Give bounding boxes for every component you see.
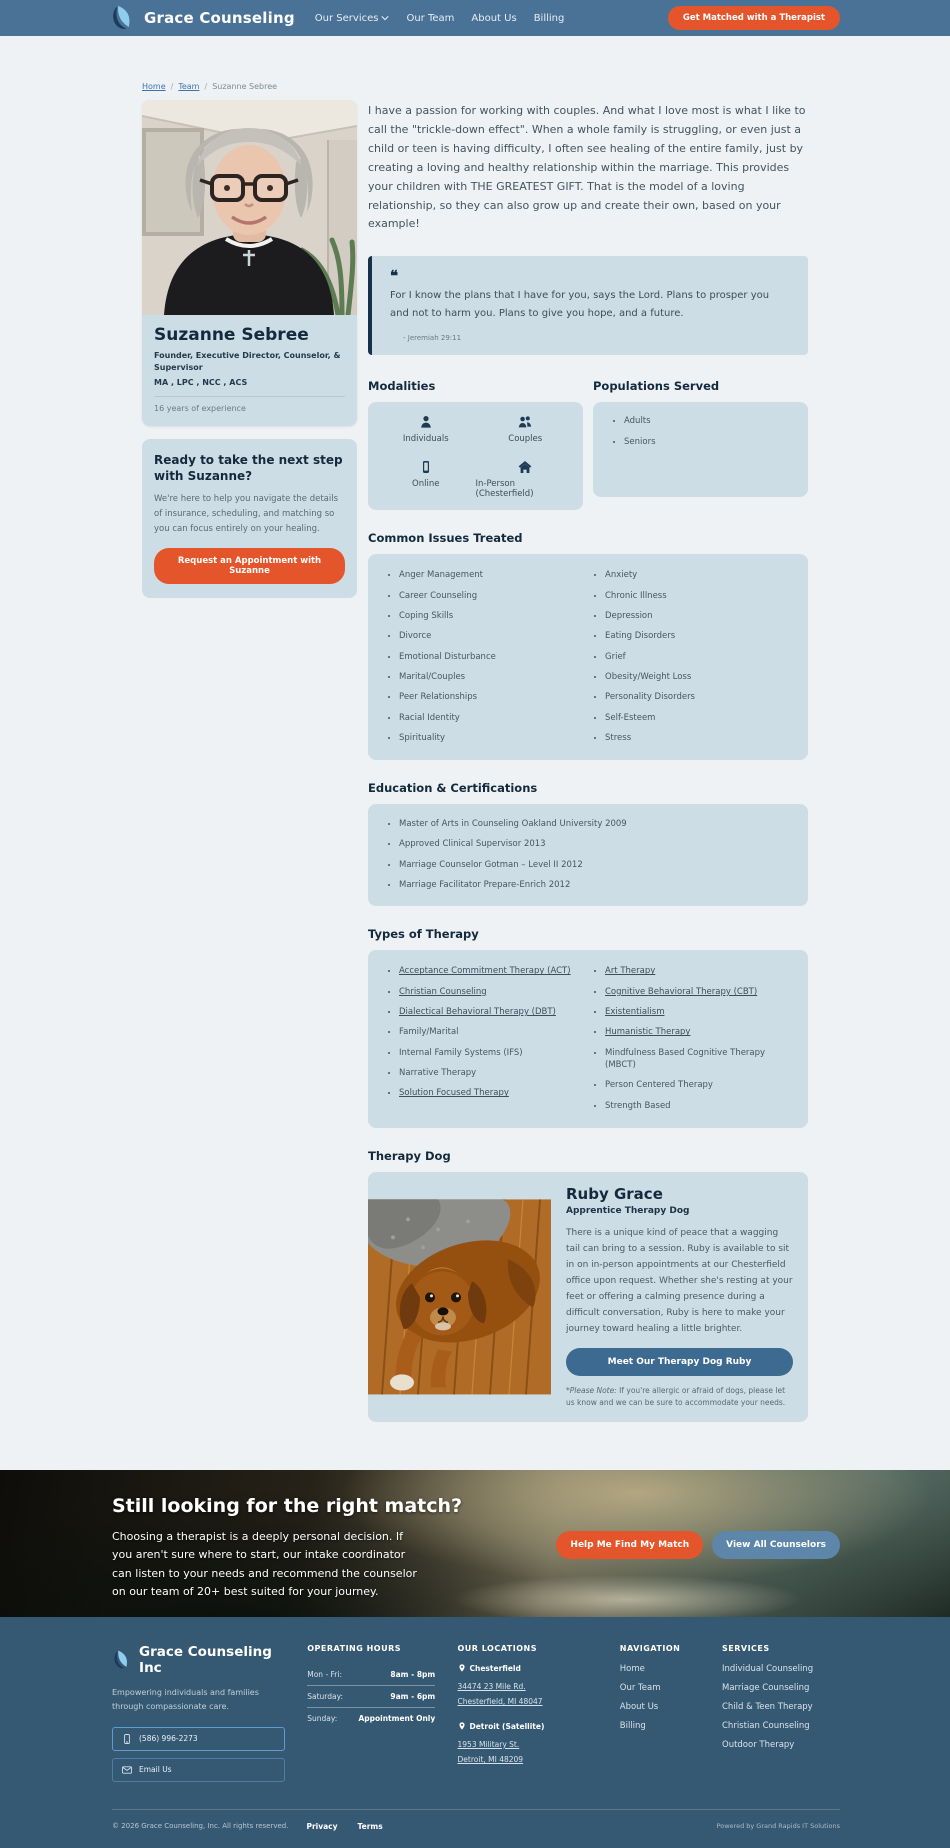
email-label: Email Us — [139, 1765, 172, 1775]
footer-hours-column — [307, 1644, 435, 1789]
education-card — [368, 804, 808, 906]
match-cta-banner — [0, 1470, 950, 1617]
therapist-card — [142, 100, 357, 426]
modality-individuals: Individuals — [376, 415, 476, 444]
therapy-type-item: • Strength Based — [605, 1100, 794, 1112]
dog-note-text: If you're allergic or afraid of dogs, please let us know and we can be sure to accommodate your needs. — [566, 1386, 786, 1408]
dog-note-label: *Please Note: — [566, 1386, 617, 1396]
hours-row: Mon - Fri: 8am - 8pm — [307, 1664, 435, 1686]
phone-button[interactable] — [112, 1727, 285, 1751]
list-item: • Depression — [605, 610, 794, 622]
therapy-type-item: • Person Centered Therapy — [605, 1079, 794, 1091]
hours-row: Saturday: 9am - 6pm — [307, 1686, 435, 1708]
therapy-type-item: • Internal Family Systems (IFS) — [399, 1047, 588, 1059]
brand-name: Grace Counseling — [144, 9, 295, 27]
therapy-type-item[interactable]: • Christian Counseling — [399, 986, 588, 998]
address-link[interactable]: Detroit, MI 48209 — [457, 1754, 524, 1764]
nav-our-services[interactable]: Our Services — [315, 13, 390, 24]
footer-nav-link[interactable]: Our Team — [619, 1682, 661, 1693]
therapy-type-item[interactable]: • Cognitive Behavioral Therapy (CBT) — [605, 986, 794, 998]
footer-service-link[interactable]: Outdoor Therapy — [722, 1739, 795, 1750]
navigation-heading: NAVIGATION — [619, 1643, 681, 1653]
breadcrumb-home-link[interactable]: Home — [142, 82, 166, 91]
terms-link[interactable]: Terms — [357, 1821, 383, 1831]
next-step-heading: Ready to take the next step with Suzanne? — [154, 452, 343, 483]
address-link[interactable]: 34474 23 Mile Rd. — [457, 1681, 526, 1691]
therapy-type-item: • Narrative Therapy — [399, 1067, 588, 1079]
address-link[interactable]: 1953 Military St. — [457, 1739, 520, 1749]
footer-locations-column — [458, 1644, 598, 1789]
therapy-type-item[interactable]: • Solution Focused Therapy — [399, 1087, 588, 1099]
footer-brand-column — [112, 1644, 285, 1789]
footer-logo-icon — [112, 1649, 132, 1671]
chevron-down-icon — [381, 14, 389, 22]
education-section — [368, 781, 808, 906]
footer-tagline: Empowering individuals and families through compassionate care. — [112, 1687, 259, 1712]
main-content — [0, 36, 950, 1470]
map-pin-icon — [458, 1664, 466, 1672]
therapy-type-item[interactable]: • Acceptance Commitment Therapy (ACT) — [399, 965, 588, 977]
list-item: • Eating Disorders — [605, 630, 794, 642]
email-button[interactable] — [112, 1758, 285, 1782]
list-item: • Self-Esteem — [605, 712, 794, 724]
list-item: • Anxiety — [605, 569, 794, 581]
list-item: • Personality Disorders — [605, 691, 794, 703]
list-item: • Approved Clinical Supervisor 2013 — [399, 838, 794, 850]
phone-icon — [419, 460, 433, 474]
match-cta-heading: Still looking for the right match? — [112, 1494, 463, 1517]
dog-name: Ruby Grace — [566, 1184, 663, 1203]
profile-sidebar — [142, 100, 357, 598]
therapy-type-item[interactable]: • Humanistic Therapy — [605, 1026, 794, 1038]
modality-couples: Couples — [476, 415, 576, 444]
hours-heading: OPERATING HOURS — [307, 1643, 402, 1653]
populations-heading: Populations Served — [593, 379, 720, 394]
list-item: • Chronic Illness — [605, 590, 794, 602]
therapist-title: Founder, Executive Director, Counselor, & Supervisor — [154, 351, 341, 373]
phone-number: (586) 996-2273 — [139, 1734, 198, 1744]
location-chesterfield: Chesterfield 34474 23 Mile Rd. Chesterfield, MI 48047 — [458, 1664, 598, 1709]
therapy-type-item: • Family/Marital — [399, 1026, 588, 1038]
address-link[interactable]: Chesterfield, MI 48047 — [457, 1696, 543, 1706]
divider — [154, 396, 345, 397]
footer-nav-link[interactable]: Home — [619, 1663, 645, 1674]
privacy-link[interactable]: Privacy — [306, 1821, 338, 1831]
modality-online: Online — [376, 460, 476, 499]
list-item: • Marriage Facilitator Prepare-Enrich 2012 — [399, 879, 794, 891]
modalities-heading: Modalities — [368, 379, 436, 394]
quote-source: - Jeremiah 29:11 — [403, 334, 462, 343]
nav-about-us[interactable]: About Us — [471, 12, 517, 24]
populations-list — [607, 415, 794, 448]
footer-service-link[interactable]: Marriage Counseling — [722, 1682, 810, 1693]
location-detroit: Detroit (Satellite) 1953 Military St. Detroit, MI 48209 — [458, 1722, 598, 1767]
list-item: • Anger Management — [399, 569, 588, 581]
person-icon — [419, 415, 433, 429]
footer-services-list — [722, 1664, 840, 1750]
issues-list-col2 — [588, 569, 794, 752]
list-item: • Spirituality — [399, 732, 588, 744]
education-list — [382, 818, 794, 891]
therapy-types-card — [368, 950, 808, 1128]
therapy-dog-photo — [368, 1172, 551, 1422]
powered-by-link[interactable]: Powered by Grand Rapids IT Solutions — [716, 1822, 840, 1831]
list-item: • Marital/Couples — [399, 671, 588, 683]
bio-paragraph: I have a passion for working with couples. And what I love most is what I like to call the "trickle-down effect". When a whole family is struggling, or even just a child or teen is having difficulty, I often see healing of the entire family, just by creating a loving and healthy relationship within the marriage. This provides your children with THE GREATEST GIFT. That is the model of a loving relationship, so they can also grow up and create their own, based on your example! — [368, 104, 806, 231]
services-heading: SERVICES — [722, 1643, 770, 1653]
therapy-types-heading: Types of Therapy — [368, 927, 479, 942]
home-icon — [518, 460, 532, 474]
help-me-find-match-button[interactable]: Help Me Find My Match — [556, 1531, 703, 1559]
quote-text: For I know the plans that I have for you, says the Lord. Plans to prosper you and not to harm you. Plans to give you hope, and a future. — [390, 290, 770, 320]
dog-description: There is a unique kind of peace that a wagging tail can bring to a session. Ruby is available to sit in on in-person appointments at our Chesterfield office upon request. Whether she's resting at your feet or offering a calming presence during a difficult conversation, Ruby is here to make your journey toward healing a little brighter. — [566, 1227, 793, 1334]
footer-service-link[interactable]: Child & Teen Therapy — [722, 1701, 813, 1712]
therapist-name: Suzanne Sebree — [154, 325, 309, 345]
locations-heading: OUR LOCATIONS — [457, 1643, 537, 1653]
footer-nav-link[interactable]: About Us — [619, 1701, 659, 1712]
list-item: • Coping Skills — [399, 610, 588, 622]
next-step-text: We're here to help you navigate the details of insurance, scheduling, and matching so you can focus entirely on your healing. — [154, 494, 339, 534]
nav-our-team[interactable]: Our Team — [406, 12, 455, 24]
scripture-quote-card — [368, 256, 808, 355]
breadcrumb-separator: / — [204, 82, 208, 91]
populations-section — [593, 379, 808, 510]
therapist-experience: 16 years of experience — [154, 403, 246, 413]
therapy-type-item[interactable]: • Existentialism — [605, 1006, 794, 1018]
list-item: • Peer Relationships — [399, 691, 588, 703]
therapy-type-item[interactable]: • Dialectical Behavioral Therapy (DBT) — [399, 1006, 588, 1018]
get-matched-button[interactable]: Get Matched with a Therapist — [668, 6, 840, 30]
modality-in-person: In-Person (Chesterfield) — [476, 460, 576, 499]
issues-section — [368, 531, 808, 760]
nav-billing[interactable]: Billing — [533, 12, 565, 24]
footer-service-link[interactable]: Christian Counseling — [722, 1720, 810, 1731]
request-appointment-button[interactable]: Request an Appointment with Suzanne — [154, 548, 345, 584]
main-nav — [315, 13, 565, 24]
list-item: • Racial Identity — [399, 712, 588, 724]
footer-nav-list — [620, 1664, 700, 1731]
hours-row: Sunday: Appointment Only — [307, 1713, 436, 1723]
match-cta-text — [112, 1495, 462, 1602]
issues-card — [368, 554, 808, 760]
therapy-types-col1 — [382, 965, 588, 1120]
therapist-photo — [142, 100, 357, 315]
therapy-types-section — [368, 927, 808, 1128]
top-navbar — [0, 0, 950, 36]
dog-allergy-note — [566, 1385, 793, 1410]
list-item: • Career Counseling — [399, 590, 588, 602]
list-item: • Divorce — [399, 630, 588, 642]
issues-heading: Common Issues Treated — [368, 531, 523, 546]
modalities-card — [368, 402, 583, 510]
list-item: • Marriage Counselor Gotman – Level II 2012 — [399, 859, 794, 871]
breadcrumb-separator: / — [170, 82, 174, 91]
list-item: • Emotional Disturbance — [399, 651, 588, 663]
view-all-counselors-button[interactable]: View All Counselors — [712, 1531, 840, 1559]
therapy-type-item: • Mindfulness Based Cognitive Therapy (MBCT) — [605, 1047, 794, 1072]
footer-bottom-bar — [112, 1809, 840, 1848]
dog-role: Apprentice Therapy Dog — [566, 1205, 690, 1216]
list-item: • Grief — [605, 651, 794, 663]
therapy-dog-heading: Therapy Dog — [368, 1148, 451, 1163]
people-icon — [518, 415, 532, 429]
copyright-text: © 2026 Grace Counseling, Inc. All rights reserved. — [112, 1822, 289, 1831]
match-cta-body: Choosing a therapist is a deeply personal decision. If you aren't sure where to start, our intake coordinator can listen to your needs and recommend the counselor on our team of 20+ best suited for your journey. — [112, 1529, 417, 1599]
issues-list-col1 — [382, 569, 588, 752]
therapy-types-col2 — [588, 965, 794, 1120]
therapist-credentials: MA , LPC , NCC , ACS — [154, 377, 248, 387]
breadcrumb-team-link[interactable]: Team — [178, 82, 200, 91]
phone-icon — [122, 1734, 132, 1744]
therapy-type-item[interactable]: • Art Therapy — [605, 965, 794, 977]
footer-brand-name: Grace Counseling Inc — [139, 1643, 272, 1676]
breadcrumb — [142, 82, 808, 91]
map-pin-icon — [458, 1722, 466, 1730]
footer — [0, 1617, 950, 1848]
list-item: • Adults — [624, 415, 794, 427]
footer-service-link[interactable]: Individual Counseling — [722, 1663, 814, 1674]
modalities-section — [368, 379, 583, 510]
therapy-dog-card — [368, 1172, 808, 1422]
brand-logo-icon — [110, 5, 136, 31]
education-heading: Education & Certifications — [368, 781, 538, 796]
therapy-dog-section — [368, 1149, 808, 1422]
breadcrumb-current: Suzanne Sebree — [212, 82, 278, 91]
populations-card — [593, 402, 808, 497]
list-item: • Stress — [605, 732, 794, 744]
next-step-card — [142, 439, 357, 598]
list-item: • Master of Arts in Counseling Oakland University 2009 — [399, 818, 794, 830]
footer-nav-link[interactable]: Billing — [619, 1720, 646, 1731]
footer-navigation-column — [620, 1644, 700, 1789]
list-item: • Obesity/Weight Loss — [605, 671, 794, 683]
meet-therapy-dog-button[interactable]: Meet Our Therapy Dog Ruby — [566, 1348, 793, 1376]
footer-services-column — [722, 1644, 840, 1789]
envelope-icon — [122, 1765, 132, 1775]
quote-icon: ❝ — [390, 267, 399, 286]
list-item: • Seniors — [624, 436, 794, 448]
